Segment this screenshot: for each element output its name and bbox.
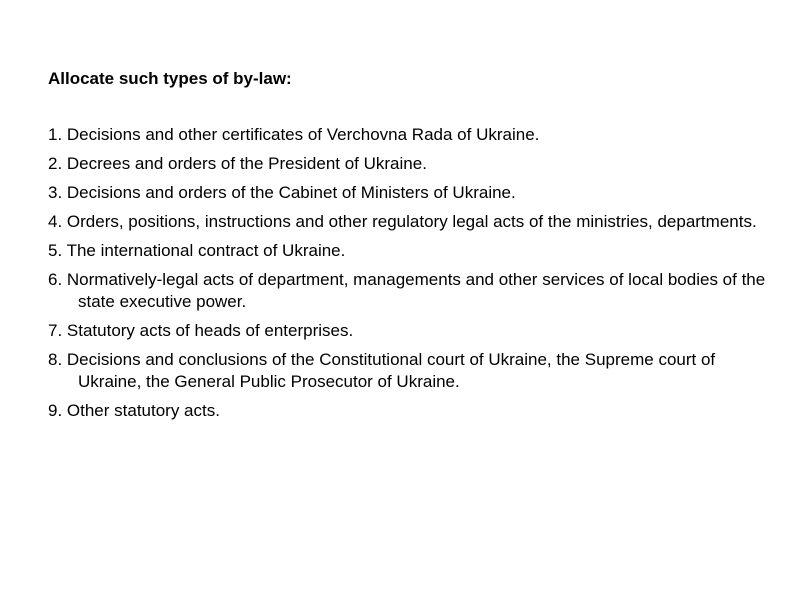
list-item: 9. Other statutory acts. [48, 401, 220, 420]
list-item: 7. Statutory acts of heads of enterprises. [48, 321, 354, 340]
list-item: 1. Decisions and other certificates of Verchovna Rada of Ukraine. [48, 125, 540, 144]
list-item: 8. Decisions and conclusions of the Constitutional court of Ukraine, the Supreme court of Ukraine, the General Public Prosecutor of Ukraine. [48, 350, 716, 391]
list-item: 6. Normatively-legal acts of department, managements and other services of local bodies of the state executive power. [48, 270, 766, 311]
slide-heading: Allocate such types of by-law: [48, 69, 292, 88]
list-item: 3. Decisions and orders of the Cabinet of Ministers of Ukraine. [48, 183, 516, 202]
list-item: 2. Decrees and orders of the President of Ukraine. [48, 154, 427, 173]
bylaw-types-list [48, 124, 768, 429]
list-item: 4. Orders, positions, instructions and other regulatory legal acts of the ministries, departments. [48, 212, 757, 231]
list-item: 5. The international contract of Ukraine. [48, 241, 346, 260]
